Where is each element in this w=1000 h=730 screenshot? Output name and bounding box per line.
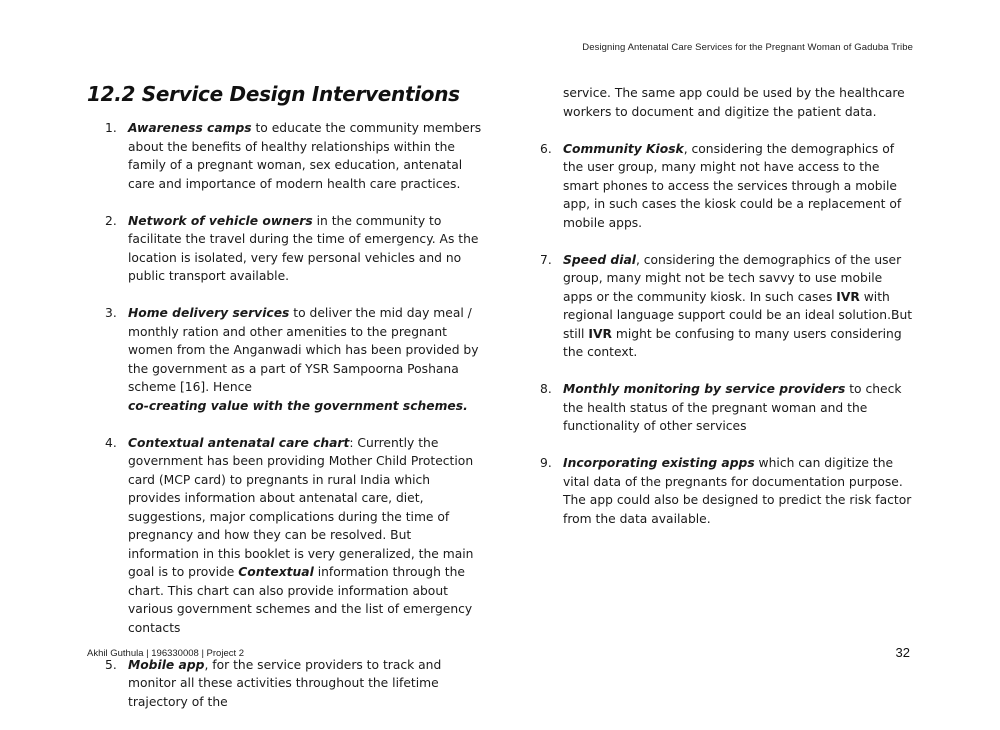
item-lead: Awareness camps [128, 121, 252, 135]
item-text: , for the service providers to track and monitor all these activities throughout the lifetime trajectory of the [128, 657, 442, 709]
item-number: 6. [540, 141, 552, 156]
item-body [128, 434, 485, 638]
item-text: : Currently the government has been providing Mother Child Protection card (MCP card) to pregnants in rural India which provides information about antenatal care, diet, suggestions, major complications during the time of pregnancy and how they can be resolved. But information in this booklet is very generalized, the main goal is to provide [128, 435, 474, 579]
item-emphasis: Contextual [238, 565, 314, 579]
footer-author-line: Akhil Guthula | 196330008 | Project 2 [87, 648, 245, 659]
list-item [105, 656, 485, 712]
item-body [128, 304, 485, 415]
item-text: to check the health status of the pregnant woman and the functionality of other services [563, 382, 902, 433]
page-number: 32 [895, 645, 910, 660]
list-item [540, 454, 915, 528]
item-text: information through the chart. This chart can also provide information about various government schemes and the list of emergency contacts [128, 565, 473, 635]
item-body [563, 251, 915, 362]
item-body [563, 454, 915, 528]
list-item [105, 119, 485, 193]
item-number: 7. [540, 252, 552, 267]
item-lead: Home delivery services [128, 306, 290, 320]
item-number: 3. [105, 306, 117, 320]
item-number: 9. [540, 456, 552, 470]
item-text: , considering the demographics of the user group, many might not be tech savvy to use mobile apps or the community kiosk. In such cases [563, 252, 902, 304]
item-number: 5. [105, 657, 117, 672]
item-lead: Mobile app [128, 657, 205, 672]
section-title: 12.2 Service Design Interventions [87, 82, 460, 106]
item-number: 4. [105, 435, 117, 450]
item-number: 1. [105, 121, 117, 135]
item-lead: Network of vehicle owners [128, 213, 313, 228]
item-text: might be confusing to many users considering the context. [563, 326, 902, 359]
item-text: to educate the community members about the benefits of healthy relationships within the family of a pregnant woman, sex education, antenatal care and importance of modern health care practices. [128, 121, 482, 191]
item-body [128, 212, 485, 286]
item-body [563, 140, 915, 233]
item-bold: IVR [588, 326, 612, 341]
list-item [105, 304, 485, 415]
item-number: 8. [540, 382, 552, 396]
item-body [128, 656, 485, 712]
item-text: with regional language support could be an ideal solution.But still [563, 289, 913, 341]
list-item [105, 212, 485, 286]
left-column [105, 119, 485, 730]
item-text: , considering the demographics of the user group, many might not have access to the smart phones to access the services through a mobile app, in such cases the kiosk could be a replacement of mobile apps. [563, 141, 902, 230]
item-text: which can digitize the vital data of the pregnants for documentation purpose. The app could also be designed to predict the risk factor from the data available. [563, 456, 912, 526]
item-lead: Contextual antenatal care chart [128, 435, 350, 450]
item-lead: Community Kiosk [563, 141, 684, 156]
list-item [540, 140, 915, 233]
item-number: 2. [105, 213, 117, 228]
list-item [540, 251, 915, 362]
item-body [128, 119, 485, 193]
item-emphasis: co-creating value with the government schemes. [128, 398, 468, 413]
item-continuation: service. The same app could be used by the healthcare workers to document and digitize the patient data. [563, 86, 905, 119]
list-item [105, 434, 485, 638]
item-text: in the community to facilitate the travel during the time of emergency. As the location is isolated, very few personal vehicles and no public transport available. [128, 213, 479, 283]
item-lead: Monthly monitoring by service providers [563, 382, 846, 396]
item-lead: Incorporating existing apps [563, 456, 755, 470]
item-bold: IVR [836, 289, 860, 304]
item-text: to deliver the mid day meal / monthly ration and other amenities to the pregnant women from the Anganwadi which has been provided by the government as a part of YSR Sampoorna Poshana scheme [16]. Hence [128, 306, 479, 394]
list-item [540, 380, 915, 436]
item-lead: Speed dial [563, 252, 636, 267]
right-column [540, 84, 915, 547]
item-body [563, 380, 915, 436]
running-header: Designing Antenatal Care Services for the Pregnant Woman of Gaduba Tribe [582, 42, 913, 53]
